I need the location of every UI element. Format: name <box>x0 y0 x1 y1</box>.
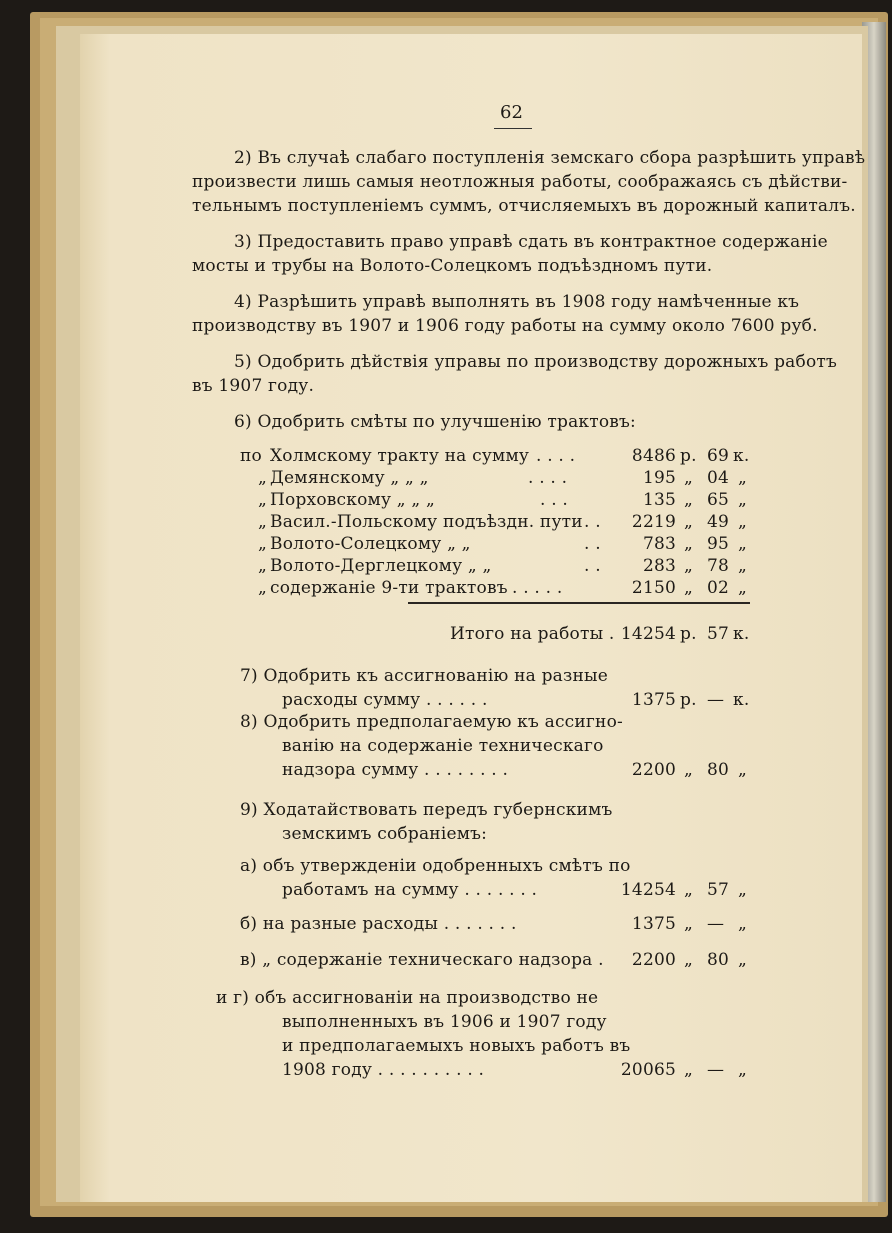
item-b-line-1: б) на разные расходы . . . . . . . <box>240 914 517 934</box>
row-kop-unit: „ <box>738 578 748 598</box>
item-g-kopecks: — <box>707 1060 725 1080</box>
item-a-kopecks: 57 <box>707 880 730 900</box>
paragraph-4-line-1: 4) Разрѣшить управѣ выполнять въ 1908 году намѣченные къ <box>234 292 800 312</box>
row-name: Порховскому „ „ „ <box>270 490 435 510</box>
row-name: Васил.-Польскому подъѣздн. пути <box>270 512 583 532</box>
item-a-line-1: а) объ утвержденіи одобренныхъ смѣтъ по <box>240 856 631 876</box>
item-g-line-3: и предполагаемыхъ новыхъ работъ въ <box>282 1036 631 1056</box>
paragraph-6-heading: 6) Одобрить смѣты по улучшенію трактовъ: <box>234 412 636 432</box>
row-kop-unit: „ <box>738 534 748 554</box>
row-rubles: 283 <box>642 556 676 576</box>
row-kopecks: 78 <box>707 556 730 576</box>
row-rubles: 135 <box>642 490 676 510</box>
row-kop-unit: к. <box>733 446 750 466</box>
row-kopecks: 49 <box>707 512 730 532</box>
item-b-rubles: 1375 <box>631 914 676 934</box>
row-kop-unit: „ <box>738 490 748 510</box>
row-rubles: 195 <box>642 468 676 488</box>
item-b-kopecks: — <box>707 914 725 934</box>
total-rub-unit: р. <box>680 624 697 644</box>
row-dots: . . . . <box>528 468 568 488</box>
row-rub-unit: „ <box>684 490 694 510</box>
item-v-kopecks: 80 <box>707 950 730 970</box>
item-8-rubles: 2200 <box>631 760 676 780</box>
item-g-rub-unit: „ <box>684 1060 694 1080</box>
item-v-rubles: 2200 <box>631 950 676 970</box>
row-prefix: „ <box>258 534 268 554</box>
row-rub-unit: р. <box>680 446 697 466</box>
paragraph-3-line-2: мосты и трубы на Волото-Солецкомъ подъѣздномъ пути. <box>192 256 713 276</box>
item-8-kop-unit: „ <box>738 760 748 780</box>
item-b-rub-unit: „ <box>684 914 694 934</box>
item-b-kop-unit: „ <box>738 914 748 934</box>
item-7-line-1: 7) Одобрить къ ассигнованію на разные <box>240 666 608 686</box>
paragraph-3-line-1: 3) Предоставить право управѣ сдать въ контрактное содержаніе <box>234 232 828 252</box>
paragraph-5-line-1: 5) Одобрить дѣйствія управы по производству дорожныхъ работъ <box>234 352 837 372</box>
row-name: содержаніе 9-ти трактовъ <box>270 578 508 598</box>
row-kopecks: 04 <box>707 468 730 488</box>
row-kop-unit: „ <box>738 468 748 488</box>
item-v-kop-unit: „ <box>738 950 748 970</box>
row-rub-unit: „ <box>684 578 694 598</box>
paragraph-4-line-2: производству въ 1907 и 1906 году работы на сумму около 7600 руб. <box>192 316 818 336</box>
row-kopecks: 65 <box>707 490 730 510</box>
row-kopecks: 69 <box>707 446 730 466</box>
item-7-rub-unit: р. <box>680 690 697 710</box>
page-number: 62 <box>500 102 523 123</box>
row-prefix: „ <box>258 556 268 576</box>
item-9-line-2: земскимъ собраніемъ: <box>282 824 488 844</box>
row-dots: . . . <box>540 490 569 510</box>
item-7-kopecks: — <box>707 690 725 710</box>
page-number-underline <box>494 128 532 129</box>
item-g-line-4: 1908 году . . . . . . . . . . <box>282 1060 485 1080</box>
total-kop-unit: к. <box>733 624 750 644</box>
item-v-rub-unit: „ <box>684 950 694 970</box>
row-kopecks: 02 <box>707 578 730 598</box>
row-dots: . . . . . <box>512 578 563 598</box>
row-rubles: 783 <box>642 534 676 554</box>
row-prefix: „ <box>258 468 268 488</box>
item-8-rub-unit: „ <box>684 760 694 780</box>
item-8-kopecks: 80 <box>707 760 730 780</box>
item-7-kop-unit: к. <box>733 690 750 710</box>
row-prefix: по <box>240 446 262 466</box>
row-dots: . . <box>584 534 601 554</box>
row-kop-unit: „ <box>738 556 748 576</box>
row-rubles: 8486 <box>631 446 676 466</box>
item-7-rubles: 1375 <box>631 690 676 710</box>
row-prefix: „ <box>258 512 268 532</box>
row-rub-unit: „ <box>684 468 694 488</box>
item-8-line-3: надзора сумму . . . . . . . . <box>282 760 509 780</box>
row-name: Холмскому тракту на сумму <box>270 446 530 466</box>
item-a-rubles: 14254 <box>620 880 676 900</box>
row-dots: . . . . <box>536 446 576 466</box>
row-kop-unit: „ <box>738 512 748 532</box>
row-name: Волото-Дерглецкому „ „ <box>270 556 492 576</box>
row-kopecks: 95 <box>707 534 730 554</box>
row-dots: . . <box>584 512 601 532</box>
item-a-rub-unit: „ <box>684 880 694 900</box>
row-prefix: „ <box>258 490 268 510</box>
paragraph-5-line-2: въ 1907 году. <box>192 376 315 396</box>
total-rubles: 14254 <box>620 624 676 644</box>
item-g-line-1: и г) объ ассигнованіи на производство не <box>216 988 599 1008</box>
paragraph-2-line-3: тельнымъ поступленіемъ суммъ, отчисляемыхъ въ дорожный капиталъ. <box>192 196 856 216</box>
item-g-line-2: выполненныхъ въ 1906 и 1907 году <box>282 1012 607 1032</box>
total-rule <box>408 602 750 604</box>
total-kopecks: 57 <box>707 624 730 644</box>
item-8-line-1: 8) Одобрить предполагаемую къ ассигно- <box>240 712 623 732</box>
paragraph-2-line-2: произвести лишь самыя неотложныя работы, соображаясь съ дѣйстви- <box>192 172 848 192</box>
row-rub-unit: „ <box>684 534 694 554</box>
item-g-rubles: 20065 <box>620 1060 676 1080</box>
row-name: Демянскому „ „ „ <box>270 468 429 488</box>
item-g-kop-unit: „ <box>738 1060 748 1080</box>
row-rubles: 2219 <box>631 512 676 532</box>
item-9-line-1: 9) Ходатайствовать передъ губернскимъ <box>240 800 613 820</box>
total-label: Итого на работы . <box>450 624 615 644</box>
row-name: Волото-Солецкому „ „ <box>270 534 471 554</box>
row-prefix: „ <box>258 578 268 598</box>
item-7-line-2: расходы сумму . . . . . . <box>282 690 488 710</box>
row-rub-unit: „ <box>684 556 694 576</box>
item-a-kop-unit: „ <box>738 880 748 900</box>
row-dots: . . <box>584 556 601 576</box>
paragraph-2-line-1: 2) Въ случаѣ слабаго поступленія земскаго сбора разрѣшить управѣ <box>234 148 866 168</box>
row-rubles: 2150 <box>631 578 676 598</box>
item-8-line-2: ванію на содержаніе техническаго <box>282 736 604 756</box>
item-v-line-1: в) „ содержаніе техническаго надзора . <box>240 950 604 970</box>
row-rub-unit: „ <box>684 512 694 532</box>
item-a-line-2: работамъ на сумму . . . . . . . <box>282 880 538 900</box>
